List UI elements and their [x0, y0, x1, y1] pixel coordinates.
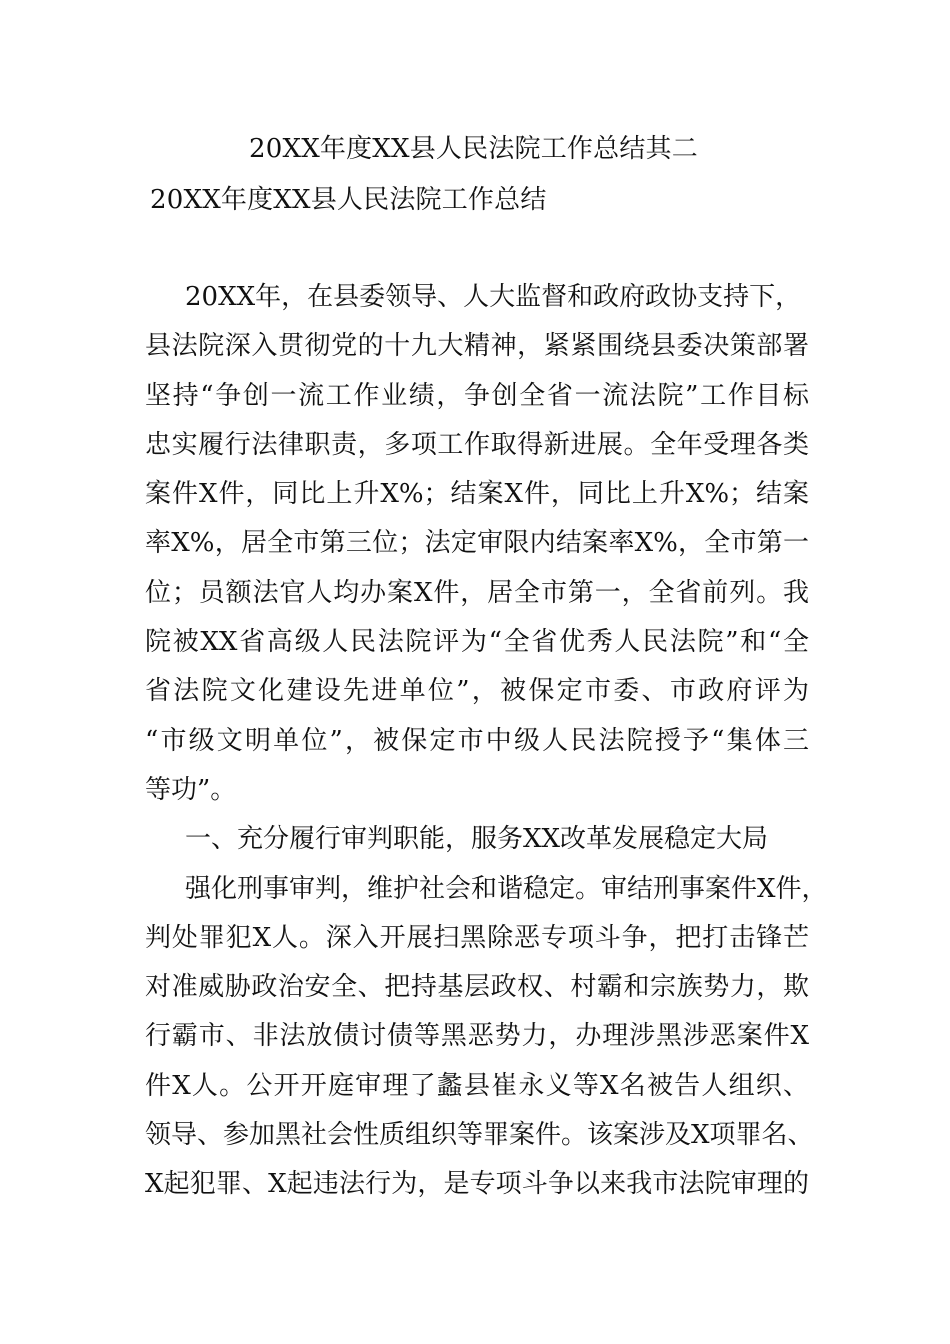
- paragraph-line: 等功”。: [145, 774, 237, 805]
- paragraph-line: 强化刑事审判，维护社会和谐稳定。审结刑事案件X件，: [185, 873, 828, 904]
- paragraph-line: 院被XX省高级人民法院评为“全省优秀人民法院”和“全: [145, 627, 809, 658]
- document-body: [145, 281, 828, 1218]
- paragraph-line: 坚持“争创一流工作业绩，争创全省一流法院”工作目标: [145, 380, 809, 411]
- paragraph-line: 案件X件，同比上升X%；结案X件，同比上升X%；结案: [145, 479, 809, 510]
- paragraph-line: 省法院文化建设先进单位”，被保定市委、市政府评为: [145, 676, 809, 707]
- paragraph-line: 20XX年，在县委领导、人大监督和政府政协支持下，: [185, 282, 802, 312]
- paragraph-line: 率X%，居全市第三位；法定审限内结案率X%，全市第一: [145, 528, 809, 559]
- paragraph-line: X起犯罪、X起违法行为，是专项斗争以来我市法院审理的: [145, 1169, 809, 1200]
- paragraph-line: 领导、参加黑社会性质组织等罪案件。该案涉及X项罪名、: [145, 1120, 814, 1151]
- paragraph-line: 行霸市、非法放债讨债等黑恶势力，办理涉黑涉恶案件X: [145, 1021, 809, 1052]
- paragraph-line: 忠实履行法律职责，多项工作取得新进展。全年受理各类: [145, 429, 809, 460]
- paragraph-line: 判处罪犯X人。深入开展扫黑除恶专项斗争，把打击锋芒: [145, 922, 809, 953]
- document-title: 20XX年度XX县人民法院工作总结其二: [249, 134, 698, 164]
- document-subtitle: 20XX年度XX县人民法院工作总结: [150, 185, 547, 215]
- paragraph-line: 县法院深入贯彻党的十九大精神，紧紧围绕县委决策部署: [145, 331, 809, 362]
- paragraph-line: 位；员额法官人均办案X件，居全市第一，全省前列。我: [145, 577, 809, 608]
- paragraph-line: “市级文明单位”，被保定市中级人民法院授予“集体三: [145, 725, 809, 756]
- section-heading: 一、充分履行审判职能，服务XX改革发展稳定大局: [185, 824, 769, 855]
- paragraph-line: 件X人。公开开庭审理了蠡县崔永义等X名被告人组织、: [145, 1070, 809, 1101]
- paragraph-line: 对准威胁政治安全、把持基层政权、村霸和宗族势力，欺: [145, 972, 809, 1003]
